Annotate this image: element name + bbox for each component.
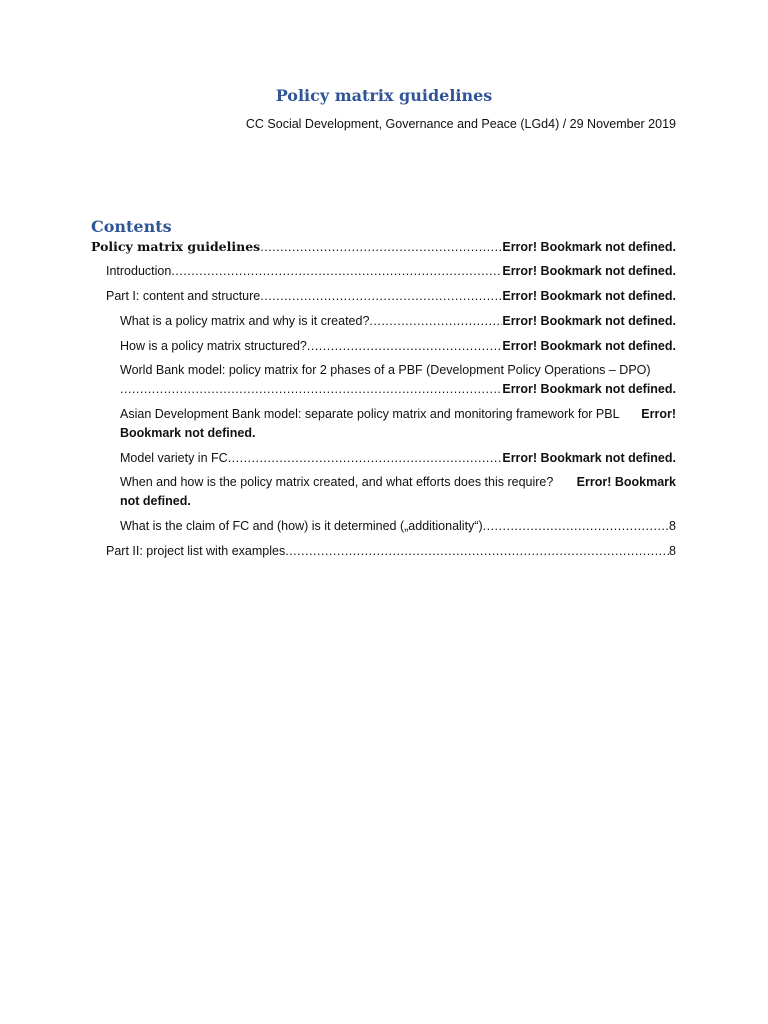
- toc-entry-model-variety[interactable]: [120, 449, 676, 468]
- toc-entry-part-ii[interactable]: [106, 542, 676, 561]
- toc-entry-page: 8: [669, 519, 676, 533]
- toc-entry-page: Error! Bookmark not defined.: [502, 264, 676, 278]
- toc-leader-dots: [285, 542, 669, 561]
- toc-entry-page: Error! Bookmark not defined.: [502, 451, 676, 465]
- toc-leader-dots: [307, 337, 502, 356]
- toc-entry-page-part-1: Error!: [641, 407, 676, 421]
- toc-entry-how-structured[interactable]: [120, 337, 676, 356]
- toc-entry-page: Error! Bookmark not defined.: [502, 289, 676, 303]
- contents-heading: Contents: [91, 217, 172, 236]
- toc-entry-text: When and how is the policy matrix created, and what efforts does this require?: [120, 475, 554, 489]
- toc-leader-dots: [369, 312, 502, 331]
- toc-leader-dots: [171, 262, 502, 281]
- toc-entry-text: Asian Development Bank model: separate policy matrix and monitoring framework for PBL: [120, 407, 620, 421]
- toc-entry-page: 8: [669, 544, 676, 558]
- toc-leader-dots: [228, 449, 503, 468]
- toc-entry-text: Part II: project list with examples: [106, 544, 286, 558]
- toc-entry-text: Part I: content and structure: [106, 289, 261, 303]
- toc-leader-dots: [260, 287, 502, 306]
- toc-entry-text: World Bank model: policy matrix for 2 phases of a PBF (Development Policy Operations – DPO): [120, 363, 651, 377]
- toc-leader-dots: [260, 238, 502, 257]
- toc-entry-text: What is the claim of FC and (how) is it determined („additionality“): [120, 519, 483, 533]
- toc-entry-text: Policy matrix guidelines: [91, 239, 261, 254]
- toc-entry-page: Error! Bookmark not defined.: [502, 339, 676, 353]
- toc-entry-claim-of-fc[interactable]: [120, 517, 676, 536]
- toc-entry-asian-development-bank-model[interactable]: [120, 405, 676, 443]
- toc-entry-introduction[interactable]: [106, 262, 676, 281]
- toc-entry-page: Error! Bookmark not defined.: [502, 382, 676, 396]
- toc-entry-text: Model variety in FC: [120, 451, 228, 465]
- toc-entry-when-and-how-created[interactable]: [120, 473, 676, 511]
- toc-leader-dots: [120, 380, 502, 399]
- toc-entry-policy-matrix-guidelines[interactable]: [91, 237, 676, 257]
- toc-entry-part-i[interactable]: [106, 287, 676, 306]
- toc-entry-page-part-1: Error! Bookmark: [576, 475, 676, 489]
- toc-entry-what-is-policy-matrix[interactable]: [120, 312, 676, 331]
- toc-entry-text: Introduction: [106, 264, 172, 278]
- document-title: Policy matrix guidelines: [275, 86, 493, 105]
- document-subtitle: CC Social Development, Governance and Peace (LGd4) / 29 November 2019: [245, 117, 676, 131]
- toc-entry-text: How is a policy matrix structured?: [120, 339, 307, 353]
- toc-leader-dots: [483, 517, 669, 536]
- toc-entry-text: What is a policy matrix and why is it created?: [120, 314, 370, 328]
- toc-entry-page: Error! Bookmark not defined.: [502, 240, 676, 254]
- toc-entry-page: Error! Bookmark not defined.: [502, 314, 676, 328]
- toc-entry-world-bank-model[interactable]: [120, 361, 676, 399]
- toc-entry-page-part-2: not defined.: [120, 494, 191, 508]
- toc-entry-page-part-2: Bookmark not defined.: [120, 426, 256, 440]
